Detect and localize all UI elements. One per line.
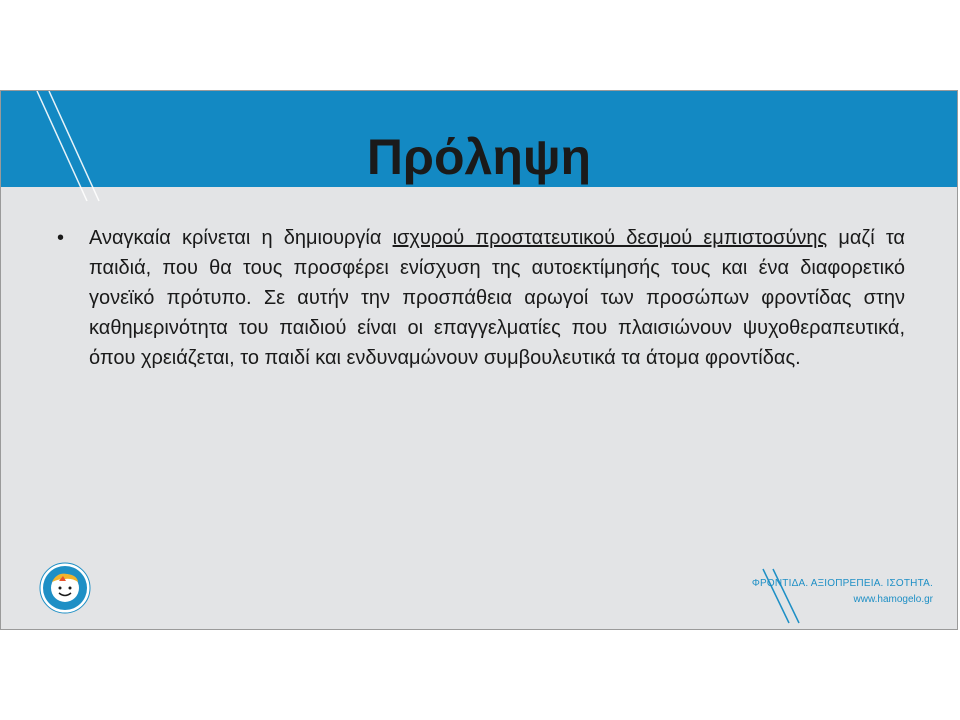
bullet-text-after: μαζί τα παιδιά, που θα τους προσφέρει ενίσχυση της αυτοεκτίμησής τους και ένα διαφορετικό γονεϊκό πρότυπο. Σε αυτήν την προσπάθεια αρωγοί των προσώπων φροντίδας στην καθημερινότητα του παιδιού είναι οι επαγγελματίες που πλαισιώνουν ψυχοθεραπευτικά, όπου χρειάζεται, το παιδί και ενδυναμώνουν συμβουλευτικά τα άτομα φροντίδας. xyxy=(89,227,905,369)
bullet-item xyxy=(57,223,905,373)
presentation-slide xyxy=(0,90,958,630)
footer-diagonal-lines-icon xyxy=(751,561,821,630)
bullet-underlined-text: ισχυρού προστατευτικού δεσμού εμπιστοσύνης xyxy=(392,227,828,249)
bullet-list xyxy=(57,223,905,373)
organization-website-link[interactable]: www.hamogelo.gr xyxy=(853,594,933,605)
bullet-marker: • xyxy=(57,227,65,249)
bullet-text-before: Αναγκαία κρίνεται η δημιουργία xyxy=(89,227,393,249)
organization-tagline: ΦΡΟΝΤΙΔΑ. ΑΞΙΟΠΡΕΠΕΙΑ. ΙΣΟΤΗΤΑ. xyxy=(751,578,933,589)
smiling-child-logo-icon xyxy=(39,562,91,614)
slide-title: Πρόληψη xyxy=(366,129,592,185)
